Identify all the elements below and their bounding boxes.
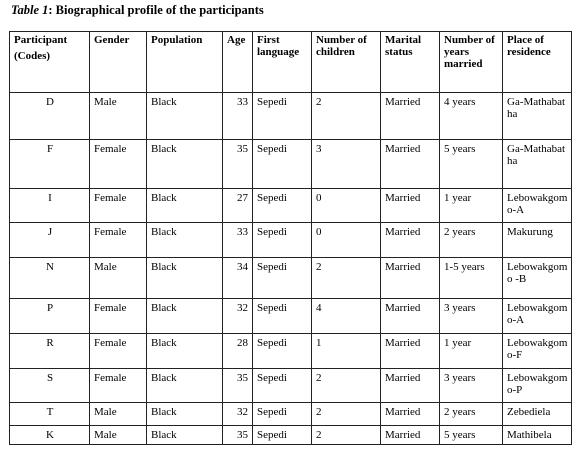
table-row	[10, 140, 572, 189]
header-marital-status: Marital status	[381, 32, 440, 93]
header-population: Population	[147, 32, 223, 93]
cell-years-married: 4 years	[440, 93, 503, 140]
cell-residence: Ga-Mathabatha	[503, 140, 572, 189]
header-row	[10, 32, 572, 93]
cell-population: Black	[147, 369, 223, 403]
cell-years-married: 3 years	[440, 299, 503, 334]
cell-marital-status: Married	[381, 223, 440, 258]
cell-age: 28	[223, 334, 253, 369]
cell-children: 2	[312, 403, 381, 426]
cell-population: Black	[147, 334, 223, 369]
cell-first-language: Sepedi	[253, 403, 312, 426]
cell-age: 34	[223, 258, 253, 299]
cell-residence: Lebowakgomo-F	[503, 334, 572, 369]
header-participant: Participant (Codes)	[10, 32, 90, 93]
cell-years-married: 3 years	[440, 369, 503, 403]
cell-children: 0	[312, 189, 381, 223]
cell-first-language: Sepedi	[253, 258, 312, 299]
caption-text: : Biographical profile of the participants	[48, 3, 264, 17]
cell-children: 3	[312, 140, 381, 189]
cell-gender: Female	[90, 189, 147, 223]
cell-age: 33	[223, 93, 253, 140]
cell-marital-status: Married	[381, 334, 440, 369]
cell-age: 33	[223, 223, 253, 258]
cell-marital-status: Married	[381, 403, 440, 426]
cell-first-language: Sepedi	[253, 369, 312, 403]
cell-population: Black	[147, 223, 223, 258]
cell-gender: Female	[90, 223, 147, 258]
cell-population: Black	[147, 93, 223, 140]
cell-population: Black	[147, 189, 223, 223]
cell-participant-code: T	[10, 403, 90, 426]
cell-residence: Lebowakgomo-P	[503, 369, 572, 403]
cell-first-language: Sepedi	[253, 299, 312, 334]
header-years-married: Number of years married	[440, 32, 503, 93]
cell-children: 2	[312, 369, 381, 403]
cell-marital-status: Married	[381, 369, 440, 403]
cell-gender: Female	[90, 334, 147, 369]
cell-children: 2	[312, 258, 381, 299]
cell-first-language: Sepedi	[253, 93, 312, 140]
cell-age: 35	[223, 426, 253, 445]
cell-first-language: Sepedi	[253, 426, 312, 445]
participants-table	[9, 31, 572, 445]
cell-residence: Makurung	[503, 223, 572, 258]
cell-gender: Female	[90, 299, 147, 334]
cell-population: Black	[147, 403, 223, 426]
cell-marital-status: Married	[381, 426, 440, 445]
cell-participant-code: R	[10, 334, 90, 369]
table-row	[10, 299, 572, 334]
header-codes: (Codes)	[14, 50, 51, 62]
cell-children: 0	[312, 223, 381, 258]
cell-marital-status: Married	[381, 299, 440, 334]
cell-marital-status: Married	[381, 258, 440, 299]
table-row	[10, 334, 572, 369]
header-residence: Place of residence	[503, 32, 572, 93]
cell-gender: Female	[90, 369, 147, 403]
cell-age: 35	[223, 369, 253, 403]
cell-age: 27	[223, 189, 253, 223]
cell-population: Black	[147, 140, 223, 189]
cell-participant-code: P	[10, 299, 90, 334]
cell-children: 2	[312, 93, 381, 140]
cell-children: 2	[312, 426, 381, 445]
table-row	[10, 426, 572, 445]
cell-children: 1	[312, 334, 381, 369]
cell-first-language: Sepedi	[253, 223, 312, 258]
cell-years-married: 5 years	[440, 426, 503, 445]
table-row	[10, 403, 572, 426]
cell-population: Black	[147, 299, 223, 334]
cell-population: Black	[147, 426, 223, 445]
cell-age: 35	[223, 140, 253, 189]
caption-label: Table 1	[11, 3, 49, 17]
cell-years-married: 2 years	[440, 223, 503, 258]
cell-participant-code: I	[10, 189, 90, 223]
table-caption	[11, 3, 264, 18]
cell-residence: Lebowakgomo -B	[503, 258, 572, 299]
cell-gender: Male	[90, 258, 147, 299]
cell-residence: Lebowakgomo-A	[503, 299, 572, 334]
cell-gender: Male	[90, 403, 147, 426]
cell-participant-code: J	[10, 223, 90, 258]
table-row	[10, 369, 572, 403]
cell-years-married: 1 year	[440, 189, 503, 223]
cell-children: 4	[312, 299, 381, 334]
header-gender: Gender	[90, 32, 147, 93]
cell-participant-code: D	[10, 93, 90, 140]
table-row	[10, 223, 572, 258]
header-first-language: First language	[253, 32, 312, 93]
cell-marital-status: Married	[381, 189, 440, 223]
table-row	[10, 93, 572, 140]
table-row	[10, 189, 572, 223]
cell-years-married: 1-5 years	[440, 258, 503, 299]
cell-marital-status: Married	[381, 140, 440, 189]
cell-first-language: Sepedi	[253, 334, 312, 369]
header-children: Number of children	[312, 32, 381, 93]
table-row	[10, 258, 572, 299]
cell-age: 32	[223, 299, 253, 334]
cell-participant-code: N	[10, 258, 90, 299]
cell-residence: Zebediela	[503, 403, 572, 426]
cell-residence: Mathibela	[503, 426, 572, 445]
cell-years-married: 1 year	[440, 334, 503, 369]
cell-participant-code: F	[10, 140, 90, 189]
cell-population: Black	[147, 258, 223, 299]
cell-participant-code: S	[10, 369, 90, 403]
cell-years-married: 2 years	[440, 403, 503, 426]
cell-first-language: Sepedi	[253, 140, 312, 189]
cell-gender: Male	[90, 93, 147, 140]
cell-gender: Male	[90, 426, 147, 445]
cell-first-language: Sepedi	[253, 189, 312, 223]
cell-residence: Lebowakgomo-A	[503, 189, 572, 223]
cell-participant-code: K	[10, 426, 90, 445]
cell-gender: Female	[90, 140, 147, 189]
cell-age: 32	[223, 403, 253, 426]
cell-years-married: 5 years	[440, 140, 503, 189]
cell-residence: Ga-Mathabatha	[503, 93, 572, 140]
header-age: Age	[223, 32, 253, 93]
cell-marital-status: Married	[381, 93, 440, 140]
